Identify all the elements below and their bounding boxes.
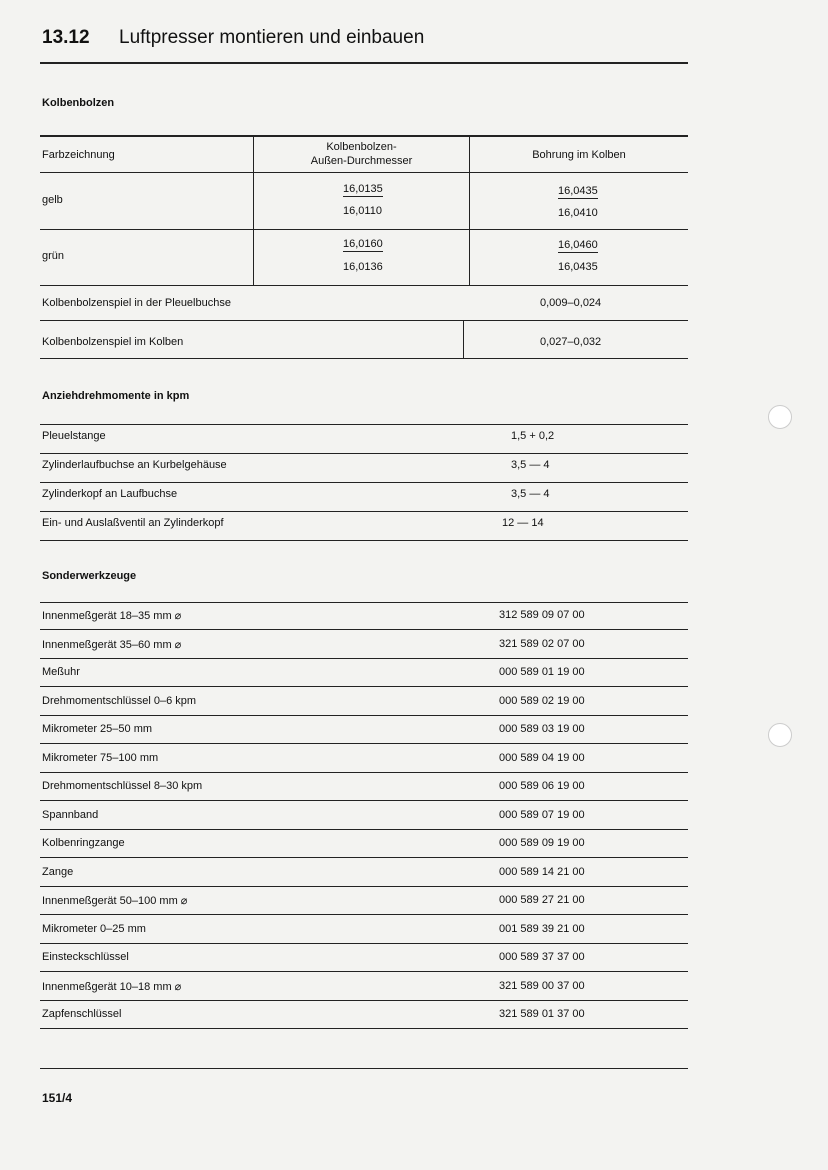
table-rule xyxy=(40,453,688,454)
table-rule xyxy=(40,482,688,483)
outer-min: 16,0110 xyxy=(343,205,382,217)
title-rule xyxy=(40,62,688,64)
tool-part-number: 312 589 09 07 00 xyxy=(499,609,585,621)
table-rule xyxy=(40,857,688,858)
table-rule xyxy=(40,943,688,944)
torque-label: Zylinderkopf an Laufbuchse xyxy=(42,488,178,500)
table-rule xyxy=(40,285,688,286)
table-rule xyxy=(40,229,688,230)
table-rule xyxy=(40,1000,688,1001)
section-number: 13.12 xyxy=(42,27,90,48)
play-label: Kolbenbolzenspiel in der Pleuelbuchse xyxy=(42,297,231,309)
outer-max: 16,0160 xyxy=(343,238,383,250)
torque-heading: Anziehdrehmomente in kpm xyxy=(42,390,190,402)
outer-min: 16,0136 xyxy=(343,261,383,273)
tool-part-number: 001 589 39 21 00 xyxy=(499,923,585,935)
bore-max: 16,0460 xyxy=(558,239,598,251)
tool-name: Innenmeßgerät 35–60 mm ⌀ xyxy=(42,639,182,651)
tool-name: Einsteckschlüssel xyxy=(42,951,129,963)
tool-name: Drehmomentschlüssel 8–30 kpm xyxy=(42,780,203,792)
tool-part-number: 000 589 09 19 00 xyxy=(499,837,585,849)
table-rule xyxy=(40,658,688,659)
color-gelb: gelb xyxy=(42,194,63,206)
table-rule xyxy=(40,540,688,541)
tool-name: Mikrometer 25–50 mm xyxy=(42,723,153,735)
tool-part-number: 321 589 02 07 00 xyxy=(499,638,585,650)
col-header-outer-2: Außen-Durchmesser xyxy=(310,155,413,167)
table-rule xyxy=(40,743,688,744)
tool-name: Zapfenschlüssel xyxy=(42,1008,122,1020)
bore-max: 16,0435 xyxy=(558,185,598,197)
tool-part-number: 000 589 37 37 00 xyxy=(499,951,585,963)
play-value: 0,027–0,032 xyxy=(540,336,602,348)
tool-part-number: 000 589 04 19 00 xyxy=(499,752,585,764)
tool-part-number: 000 589 01 19 00 xyxy=(499,666,585,678)
tool-part-number: 000 589 07 19 00 xyxy=(499,809,585,821)
table-rule xyxy=(40,886,688,887)
tool-part-number: 000 589 02 19 00 xyxy=(499,695,585,707)
bore-min: 16,0410 xyxy=(558,207,598,219)
tool-name: Drehmomentschlüssel 0–6 kpm xyxy=(42,695,197,707)
tool-name: Innenmeßgerät 50–100 mm ⌀ xyxy=(42,895,188,907)
tool-name: Mikrometer 0–25 mm xyxy=(42,923,146,935)
tool-part-number: 000 589 14 21 00 xyxy=(499,866,585,878)
table-rule xyxy=(40,800,688,801)
torque-value: 1,5 + 0,2 xyxy=(511,430,555,442)
tool-name: Zange xyxy=(42,866,74,878)
torque-label: Zylinderlaufbuchse an Kurbelgehäuse xyxy=(42,459,227,471)
tool-name: Mikrometer 75–100 mm xyxy=(42,752,159,764)
kolbenbolzen-heading: Kolbenbolzen xyxy=(42,97,115,109)
color-gruen: grün xyxy=(42,250,65,262)
play-value: 0,009–0,024 xyxy=(540,297,602,309)
tool-part-number: 000 589 03 19 00 xyxy=(499,723,585,735)
col-header-color: Farbzeichnung xyxy=(42,149,115,161)
tool-name: Innenmeßgerät 10–18 mm ⌀ xyxy=(42,981,182,993)
play-label: Kolbenbolzenspiel im Kolben xyxy=(42,336,184,348)
footer-rule xyxy=(40,1068,688,1069)
bore-min: 16,0435 xyxy=(558,261,598,273)
col-divider xyxy=(463,320,464,358)
table-rule xyxy=(40,320,688,321)
torque-value: 12 — 14 xyxy=(502,517,544,529)
tool-name: Meßuhr xyxy=(42,666,80,678)
table-rule xyxy=(40,686,688,687)
page-number: 151/4 xyxy=(42,1091,73,1105)
tool-part-number: 000 589 27 21 00 xyxy=(499,894,585,906)
table-rule xyxy=(40,511,688,512)
tool-part-number: 000 589 06 19 00 xyxy=(499,780,585,792)
table-rule xyxy=(40,971,688,972)
table-rule xyxy=(40,629,688,630)
table-rule xyxy=(40,772,688,773)
col-header-bore: Bohrung im Kolben xyxy=(532,149,626,161)
tools-heading: Sonderwerkzeuge xyxy=(42,570,137,582)
torque-value: 3,5 — 4 xyxy=(511,488,550,500)
outer-max: 16,0135 xyxy=(343,183,383,195)
table-rule xyxy=(40,914,688,915)
torque-label: Ein- und Auslaßventil an Zylinderkopf xyxy=(42,517,224,529)
table-rule xyxy=(40,424,688,425)
table-rule xyxy=(40,602,688,603)
punch-hole xyxy=(768,405,792,429)
tool-part-number: 321 589 01 37 00 xyxy=(499,1008,585,1020)
torque-value: 3,5 — 4 xyxy=(511,459,550,471)
page-title: Luftpresser montieren und einbauen xyxy=(119,27,425,48)
punch-hole xyxy=(768,723,792,747)
torque-label: Pleuelstange xyxy=(42,430,106,442)
table-rule xyxy=(40,358,688,359)
table-rule xyxy=(40,1028,688,1029)
tool-part-number: 321 589 00 37 00 xyxy=(499,980,585,992)
table-rule xyxy=(40,829,688,830)
table-rule xyxy=(40,135,688,137)
tool-name: Spannband xyxy=(42,809,99,821)
tool-name: Kolbenringzange xyxy=(42,837,125,849)
table-rule xyxy=(40,172,688,173)
tool-name: Innenmeßgerät 18–35 mm ⌀ xyxy=(42,610,182,622)
col-header-outer-1: Kolbenbolzen- xyxy=(326,141,397,153)
table-rule xyxy=(40,715,688,716)
